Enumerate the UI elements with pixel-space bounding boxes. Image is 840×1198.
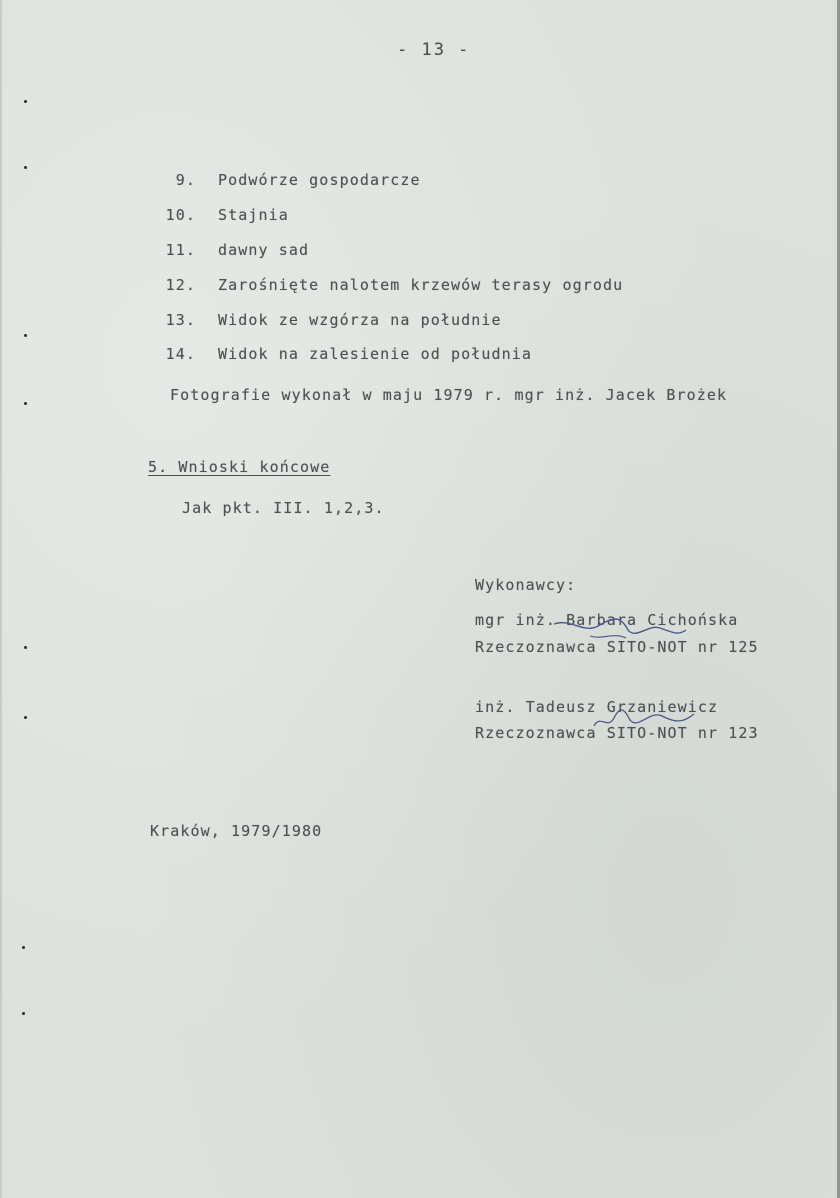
- margin-mark: [24, 402, 27, 405]
- list-item-number: 12.: [165, 276, 196, 294]
- author2-title: Rzeczoznawca SITO-NOT nr 123: [475, 724, 759, 742]
- authors-label: Wykonawcy:: [475, 576, 577, 594]
- author1-name: mgr inż. Barbara Cichońska: [475, 611, 739, 629]
- place-date: Kraków, 1979/1980: [150, 822, 323, 840]
- list-item-number: 14.: [165, 345, 196, 363]
- list-item-number: 9.: [175, 171, 196, 189]
- list-item-number: 10.: [165, 206, 196, 224]
- page-number: - 13 -: [397, 40, 471, 60]
- list-item-number: 11.: [165, 241, 196, 259]
- list-item-text: Podwórze gospodarcze: [218, 171, 421, 189]
- margin-mark: [22, 946, 25, 949]
- signature-2: [590, 700, 700, 740]
- list-item-text: dawny sad: [218, 241, 310, 259]
- margin-mark: [24, 716, 27, 719]
- list-item-text: Widok na zalesienie od południa: [218, 345, 533, 363]
- photo-credit: Fotografie wykonał w maju 1979 r. mgr inż. Jacek Brożek: [170, 386, 728, 404]
- margin-mark: [24, 166, 27, 169]
- margin-mark: [24, 100, 27, 103]
- list-item-number: 13.: [165, 311, 196, 329]
- list-item-text: Zarośnięte nalotem krzewów terasy ogrodu: [218, 276, 624, 294]
- author1-title: Rzeczoznawca SITO-NOT nr 125: [475, 638, 759, 656]
- section-body: Jak pkt. III. 1,2,3.: [182, 499, 385, 517]
- list-item-text: Stajnia: [218, 206, 289, 224]
- margin-mark: [24, 334, 27, 337]
- signature-1: [550, 610, 690, 650]
- margin-mark: [24, 646, 27, 649]
- margin-mark: [22, 1012, 25, 1015]
- section-heading: 5. Wnioski końcowe: [148, 458, 331, 476]
- list-item-text: Widok ze wzgórza na południe: [218, 311, 502, 329]
- author2-name: inż. Tadeusz Grzaniewicz: [475, 698, 719, 716]
